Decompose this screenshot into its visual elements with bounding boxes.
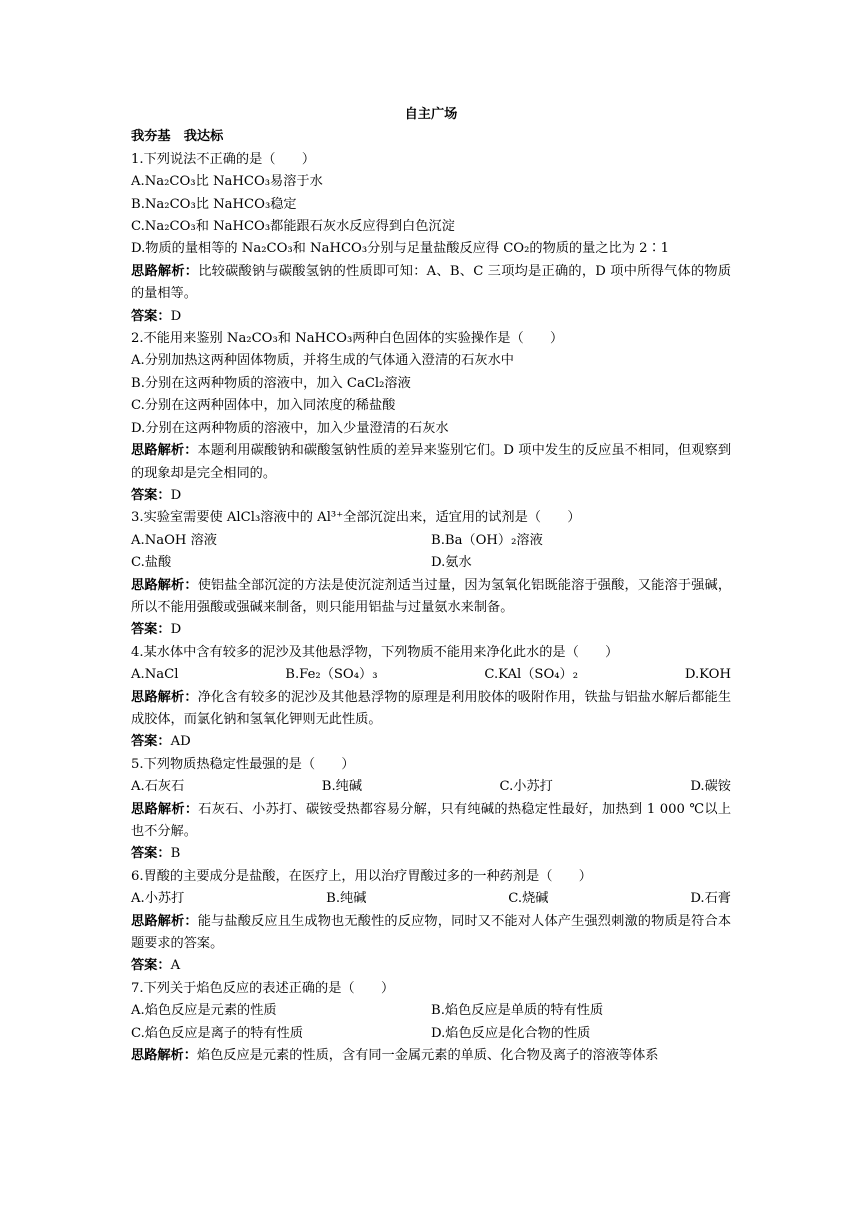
answer-value: D [170, 487, 182, 503]
option-c: C.分别在这两种固体中，加入同浓度的稀盐酸 [131, 398, 396, 414]
section-heading: 我夯基 我达标 [131, 129, 224, 145]
option-a: A.Na₂CO₃比 NaHCO₃易溶于水 [131, 174, 323, 190]
question-7 [131, 978, 731, 1068]
option-c: C.小苏打 [499, 779, 553, 795]
analysis-label: 思路解析： [131, 263, 199, 279]
option-d: D.KOH [684, 667, 731, 683]
question-3 [131, 507, 731, 641]
option-b: B.Na₂CO₃比 NaHCO₃稳定 [131, 196, 297, 212]
option-b: B.焰色反应是单质的特有性质 [431, 1003, 604, 1019]
option-c: C.烧碱 [508, 891, 549, 907]
option-b: B.Fe₂（SO₄）₃ [285, 667, 378, 683]
option-a: A.石灰石 [131, 779, 185, 795]
options-row [131, 664, 731, 686]
options-row [131, 776, 731, 798]
analysis-label: 思路解析： [131, 801, 199, 817]
answer-value: B [170, 846, 181, 862]
answer-label: 答案： [131, 734, 171, 750]
analysis [131, 261, 731, 306]
option-c: C.焰色反应是离子的特有性质 [131, 1025, 304, 1041]
option-c: C.Na₂CO₃和 NaHCO₃都能跟石灰水反应得到白色沉淀 [131, 219, 455, 235]
analysis [131, 440, 731, 485]
answer [131, 731, 731, 753]
answer-label: 答案： [131, 308, 171, 324]
analysis-label: 思路解析： [131, 577, 198, 593]
option-d: D.焰色反应是化合物的性质 [431, 1025, 591, 1041]
analysis-text: 比较碳酸钠与碳酸氢钠的性质即可知：A、B、C 三项均是正确的，D 项中所得气体的物质的量相等。 [131, 263, 732, 302]
option-d: D.氨水 [431, 555, 472, 571]
question-stem: 3.实验室需要使 AlCl₃溶液中的 Al³⁺全部沉淀出来，适宜用的试剂是（ ） [131, 510, 581, 526]
analysis [131, 911, 731, 956]
analysis [131, 575, 731, 620]
answer-value: D [170, 308, 182, 324]
answer-value: A [170, 958, 181, 974]
option-b: B.Ba（OH）₂溶液 [431, 532, 543, 548]
question-stem: 4.某水体中含有较多的泥沙及其他悬浮物，下列物质不能用来净化此水的是（ ） [131, 644, 619, 660]
question-1 [131, 149, 731, 328]
option-d: D.石膏 [690, 891, 731, 907]
option-b: B.纯碱 [326, 891, 367, 907]
analysis-text: 净化含有较多的泥沙及其他悬浮物的原理是利用胶体的吸附作用，铁盐与铝盐水解后都能生成胶体，而氯化钠和氢氧化钾则无此性质。 [131, 689, 732, 727]
question-stem: 2.不能用来鉴别 Na₂CO₃和 NaHCO₃两种白色固体的实验操作是（ ） [131, 331, 564, 347]
answer-value: D [170, 622, 182, 638]
analysis-text: 焰色反应是元素的性质，含有同一金属元素的单质、化合物及离子的溶液等体系 [196, 1048, 659, 1064]
answer-label: 答案： [131, 622, 171, 638]
question-stem: 1.下列说法不正确的是（ ） [131, 151, 316, 167]
answer [131, 306, 731, 328]
analysis-label: 思路解析： [131, 913, 198, 929]
document-page [131, 104, 731, 1067]
analysis [131, 799, 731, 844]
page-title: 自主广场 [404, 107, 458, 122]
options-row [131, 530, 731, 552]
analysis-label: 思路解析： [131, 689, 198, 705]
option-a: A.小苏打 [131, 891, 185, 907]
question-stem: 5.下列物质热稳定性最强的是（ ） [131, 756, 355, 772]
question-5 [131, 754, 731, 866]
option-d: D.物质的量相等的 Na₂CO₃和 NaHCO₃分别与足量盐酸反应得 CO₂的物质的量之比为 2∶1 [131, 241, 670, 257]
question-2 [131, 328, 731, 507]
answer [131, 485, 731, 507]
analysis-label: 思路解析： [131, 1048, 197, 1064]
analysis-text: 本题利用碳酸钠和碳酸氢钠性质的差异来鉴别它们。D 项中发生的反应虽不相同，但观察到的现象却是完全相同的。 [131, 443, 732, 481]
answer-value: AD [170, 734, 191, 750]
answer-label: 答案： [131, 958, 171, 974]
options-row [131, 1000, 731, 1022]
analysis-text: 石灰石、小苏打、碳铵受热都容易分解，只有纯碱的热稳定性最好，加热到 1 000 ℃以上也不分解。 [131, 801, 732, 839]
answer [131, 955, 731, 977]
option-c: C.KAl（SO₄）₂ [484, 667, 579, 683]
option-a: A.NaOH 溶液 [131, 532, 217, 548]
option-a: A.焰色反应是元素的性质 [131, 1003, 277, 1019]
analysis [131, 1045, 731, 1067]
analysis-text: 能与盐酸反应且生成物也无酸性的反应物，同时又不能对人体产生强烈刺激的物质是符合本题要求的答案。 [131, 913, 732, 952]
option-d: D.碳铵 [690, 779, 731, 795]
options-row [131, 888, 731, 910]
options-row [131, 552, 731, 574]
option-c: C.盐酸 [131, 555, 172, 571]
question-6 [131, 866, 731, 978]
option-a: A.NaCl [131, 667, 179, 683]
question-stem: 7.下列关于焰色反应的表述正确的是（ ） [131, 980, 395, 996]
analysis [131, 687, 731, 732]
answer [131, 619, 731, 641]
option-b: B.纯碱 [321, 779, 363, 795]
option-a: A.分别加热这两种固体物质，并将生成的气体通入澄清的石灰水中 [131, 353, 514, 369]
question-stem: 6.胃酸的主要成分是盐酸，在医疗上，用以治疗胃酸过多的一种药剂是（ ） [131, 868, 592, 884]
analysis-label: 思路解析： [131, 443, 198, 459]
answer-label: 答案： [131, 846, 171, 862]
option-b: B.分别在这两种物质的溶液中，加入 CaCl₂溶液 [131, 375, 411, 391]
options-row [131, 1023, 731, 1045]
analysis-text: 使铝盐全部沉淀的方法是使沉淀剂适当过量，因为氢氧化铝既能溶于强酸，又能溶于强碱，所以不能用强酸或强碱来制备，则只能用铝盐与过量氨水来制备。 [131, 577, 732, 615]
question-4 [131, 642, 731, 754]
option-d: D.分别在这两种物质的溶液中，加入少量澄清的石灰水 [131, 420, 449, 436]
answer [131, 843, 731, 865]
answer-label: 答案： [131, 487, 171, 503]
